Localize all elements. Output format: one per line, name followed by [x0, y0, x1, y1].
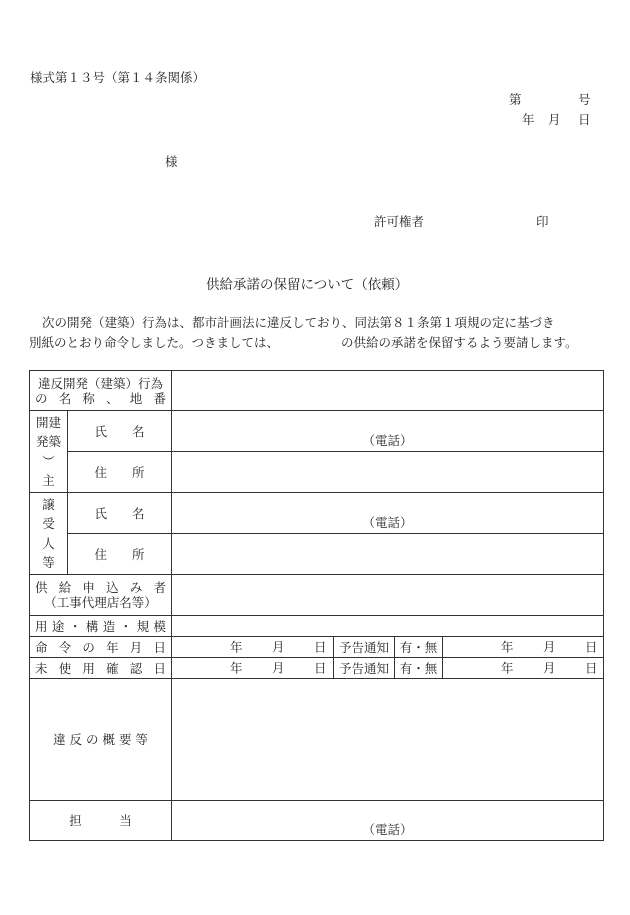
doc-number-prefix: 第: [509, 92, 522, 107]
staff-label: 担 当: [30, 801, 172, 841]
recipient-suffix: 様: [165, 154, 178, 169]
unused-notice-date[interactable]: [443, 658, 604, 679]
violation-name-value[interactable]: [172, 371, 604, 411]
owner-group-char-1: 開建: [35, 414, 61, 430]
date-month: 月: [548, 112, 561, 127]
summary-label: 違 反 の 概 要 等: [30, 679, 172, 801]
doc-number-suffix: 号: [578, 92, 591, 107]
unused-notice-label: 予告通知: [334, 658, 395, 679]
violation-name-label-line2: の 名 称 、 地 番: [35, 390, 167, 406]
staff-phone[interactable]: （電話）: [172, 801, 604, 841]
transferee-char-3: 人: [42, 535, 55, 551]
owner-name-label: 氏 名: [68, 411, 172, 452]
order-date-label: 命令の年月日: [30, 637, 172, 658]
order-notice-label: 予告通知: [334, 637, 395, 658]
order-date-value[interactable]: [172, 637, 334, 658]
developer-owner-group: [30, 411, 68, 493]
order-date-day: 日: [314, 639, 327, 655]
transferee-name-label: 氏 名: [68, 493, 172, 534]
body-line-2a: 別紙のとおり命令しました。つきましては、: [29, 335, 280, 350]
transferee-address-value[interactable]: [172, 534, 604, 575]
transferee-phone[interactable]: （電話）: [172, 493, 604, 534]
unused-date-value[interactable]: [172, 658, 334, 679]
unused-date-year: 年: [230, 660, 243, 676]
order-notice-date[interactable]: [443, 637, 604, 658]
unused-notice-day: 日: [585, 660, 598, 676]
order-notice-year: 年: [501, 639, 514, 655]
transferee-char-1: 譲: [42, 496, 55, 512]
transferee-char-4: 等: [42, 554, 55, 570]
applicant-label-line2: （工事代理店名等）: [44, 595, 157, 610]
unused-date-label: 未使用確認日: [30, 658, 172, 679]
summary-value[interactable]: [172, 679, 604, 801]
transferee-char-2: 受: [42, 516, 55, 532]
owner-group-char-2: 発築: [35, 434, 61, 450]
form-table: [29, 370, 604, 841]
body-line-1: 次の開発（建築）行為は、都市計画法に違反しており、同法第８１条第１項規の定に基づき: [42, 315, 555, 330]
order-notice-day: 日: [585, 639, 598, 655]
unused-notice-year: 年: [501, 660, 514, 676]
owner-group-char-3: ︶: [42, 453, 55, 469]
unused-date-day: 日: [314, 660, 327, 676]
unused-notice-month: 月: [543, 660, 556, 676]
applicant-label: [30, 575, 172, 616]
body-line-2b: の供給の承諾を保留するよう要請します。: [341, 335, 578, 350]
seal-mark: 印: [536, 214, 549, 229]
usage-label: 用途・構造・規模: [30, 616, 172, 637]
owner-phone[interactable]: （電話）: [172, 411, 604, 452]
transferee-address-label: 住 所: [68, 534, 172, 575]
usage-value[interactable]: [172, 616, 604, 637]
violation-name-label: [30, 371, 172, 411]
applicant-value[interactable]: [172, 575, 604, 616]
form-number: 様式第１３号（第１４条関係）: [30, 70, 206, 85]
document-title: 供給承諾の保留について（依頼）: [206, 277, 409, 293]
owner-address-value[interactable]: [172, 452, 604, 493]
unused-notice-yes-no[interactable]: 有・無: [395, 658, 443, 679]
order-notice-yes-no[interactable]: 有・無: [395, 637, 443, 658]
violation-name-label-line1: 違反開発（建築）行為: [38, 375, 164, 391]
order-notice-month: 月: [543, 639, 556, 655]
order-date-month: 月: [272, 639, 285, 655]
owner-address-label: 住 所: [68, 452, 172, 493]
transferee-group: [30, 493, 68, 575]
date-year: 年: [522, 112, 535, 127]
owner-group-char-4: 主: [42, 472, 55, 488]
unused-date-month: 月: [272, 660, 285, 676]
order-date-year: 年: [230, 639, 243, 655]
issuer-label: 許可権者: [374, 214, 425, 229]
applicant-label-line1: 供 給 申 込 み 者: [35, 580, 167, 595]
date-day: 日: [578, 112, 591, 127]
